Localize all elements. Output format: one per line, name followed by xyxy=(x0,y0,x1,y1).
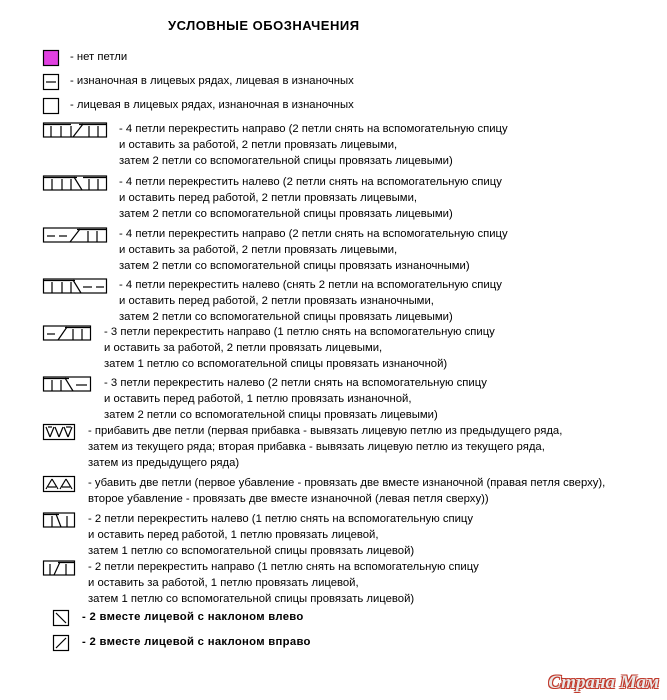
description-line: - убавить две петли (первое убавление - провязать две вместе изнаночной (правая петля сверху), xyxy=(88,477,606,489)
description-line: второе убавление - провязать две вместе изнаночной (левая петля сверху)) xyxy=(88,493,489,505)
description-line: - лицевая в лицевых рядах, изнаночная в изнаночных xyxy=(70,99,354,111)
description-line: и оставить за работой, 2 петли провязать лицевыми, xyxy=(104,342,383,354)
description-line: затем 1 петлю со вспомогательной спицы провязать изнаночной) xyxy=(104,358,448,370)
k2tog-right-icon xyxy=(53,635,69,651)
cross-3-left-icon xyxy=(43,376,91,392)
description-line: - прибавить две петли (первая прибавка - вывязать лицевую петлю из предыдущего ряда, xyxy=(88,425,563,437)
description-line: - 4 петли перекрестить направо (2 петли снять на вспомогательную спицу xyxy=(119,228,508,240)
legend-description xyxy=(70,97,354,113)
legend-description xyxy=(82,609,304,625)
description-line: и оставить за работой, 2 петли провязать лицевыми, xyxy=(119,139,398,151)
description-line: и оставить за работой, 1 петлю провязать лицевой, xyxy=(88,577,359,589)
legend-description xyxy=(70,49,127,65)
description-line: затем 2 петли со вспомогательной спицы провязать лицевыми) xyxy=(119,208,453,220)
description-line: - 3 петли перекрестить налево (2 петли снять на вспомогательную спицу xyxy=(104,377,487,389)
page-title: УСЛОВНЫЕ ОБОЗНАЧЕНИЯ xyxy=(168,18,360,33)
description-line: и оставить перед работой, 1 петлю провязать изнаночной, xyxy=(104,393,412,405)
no-stitch-icon xyxy=(43,50,59,66)
cross-3-right-icon xyxy=(43,325,91,341)
description-line: и оставить за работой, 2 петли провязать лицевыми, xyxy=(119,244,398,256)
legend-description xyxy=(119,226,508,274)
description-line: - нет петли xyxy=(70,51,128,63)
legend-description xyxy=(88,559,479,607)
legend-description xyxy=(119,174,502,222)
legend-description xyxy=(82,634,311,650)
cross-4-left-knit-icon xyxy=(43,175,107,191)
description-line: затем 1 петлю со вспомогательной спицы провязать лицевой) xyxy=(88,545,415,557)
legend-description xyxy=(88,475,605,507)
double-increase-icon xyxy=(43,424,75,440)
description-line: затем 2 петли со вспомогательной спицы провязать лицевыми) xyxy=(119,155,453,167)
cross-4-right-purl-icon xyxy=(43,227,107,243)
legend-description xyxy=(70,73,354,89)
description-line: затем из текущего ряда; вторая прибавка - вывязать лицевую петлю из текущего ряда, xyxy=(88,441,545,453)
cross-2-left-icon xyxy=(43,512,75,528)
description-line: затем 2 петли со вспомогательной спицы провязать лицевыми) xyxy=(119,311,453,323)
legend-description xyxy=(88,511,473,559)
description-line: - 4 петли перекрестить налево (2 петли снять на вспомогательную спицу xyxy=(119,176,502,188)
description-line: - 2 вместе лицевой с наклоном вправо xyxy=(82,636,311,648)
legend-description xyxy=(119,277,502,325)
knit-stitch-icon xyxy=(43,98,59,114)
description-line: и оставить перед работой, 2 петли провязать изнаночными, xyxy=(119,295,434,307)
description-line: затем 2 петли со вспомогательной спицы провязать изнаночными) xyxy=(119,260,470,272)
description-line: - 4 петли перекрестить направо (2 петли снять на вспомогательную спицу xyxy=(119,123,508,135)
description-line: - 4 петли перекрестить налево (снять 2 петли на вспомогательную спицу xyxy=(119,279,502,291)
description-line: и оставить перед работой, 1 петлю провязать лицевой, xyxy=(88,529,379,541)
description-line: затем из предыдущего ряда) xyxy=(88,457,240,469)
watermark-logo: Страна Мам xyxy=(548,672,659,693)
description-line: - 2 петли перекрестить направо (1 петлю снять на вспомогательную спицу xyxy=(88,561,479,573)
cross-4-left-purl-icon xyxy=(43,278,107,294)
legend-description xyxy=(88,423,562,471)
description-line: затем 1 петлю со вспомогательной спицы провязать лицевой) xyxy=(88,593,415,605)
description-line: - 2 вместе лицевой с наклоном влево xyxy=(82,611,304,623)
legend-description xyxy=(119,121,508,169)
double-decrease-icon xyxy=(43,476,75,492)
k2tog-left-icon xyxy=(53,610,69,626)
legend-description xyxy=(104,375,487,423)
description-line: - 2 петли перекрестить налево (1 петлю снять на вспомогательную спицу xyxy=(88,513,474,525)
purl-stitch-icon xyxy=(43,74,59,90)
legend-description xyxy=(104,324,495,372)
description-line: - изнаночная в лицевых рядах, лицевая в изнаночных xyxy=(70,75,354,87)
cross-2-right-icon xyxy=(43,560,75,576)
description-line: затем 2 петли со вспомогательной спицы провязать лицевыми) xyxy=(104,409,438,421)
description-line: и оставить перед работой, 2 петли провязать лицевыми, xyxy=(119,192,418,204)
description-line: - 3 петли перекрестить направо (1 петлю снять на вспомогательную спицу xyxy=(104,326,495,338)
cross-4-right-knit-icon xyxy=(43,122,107,138)
